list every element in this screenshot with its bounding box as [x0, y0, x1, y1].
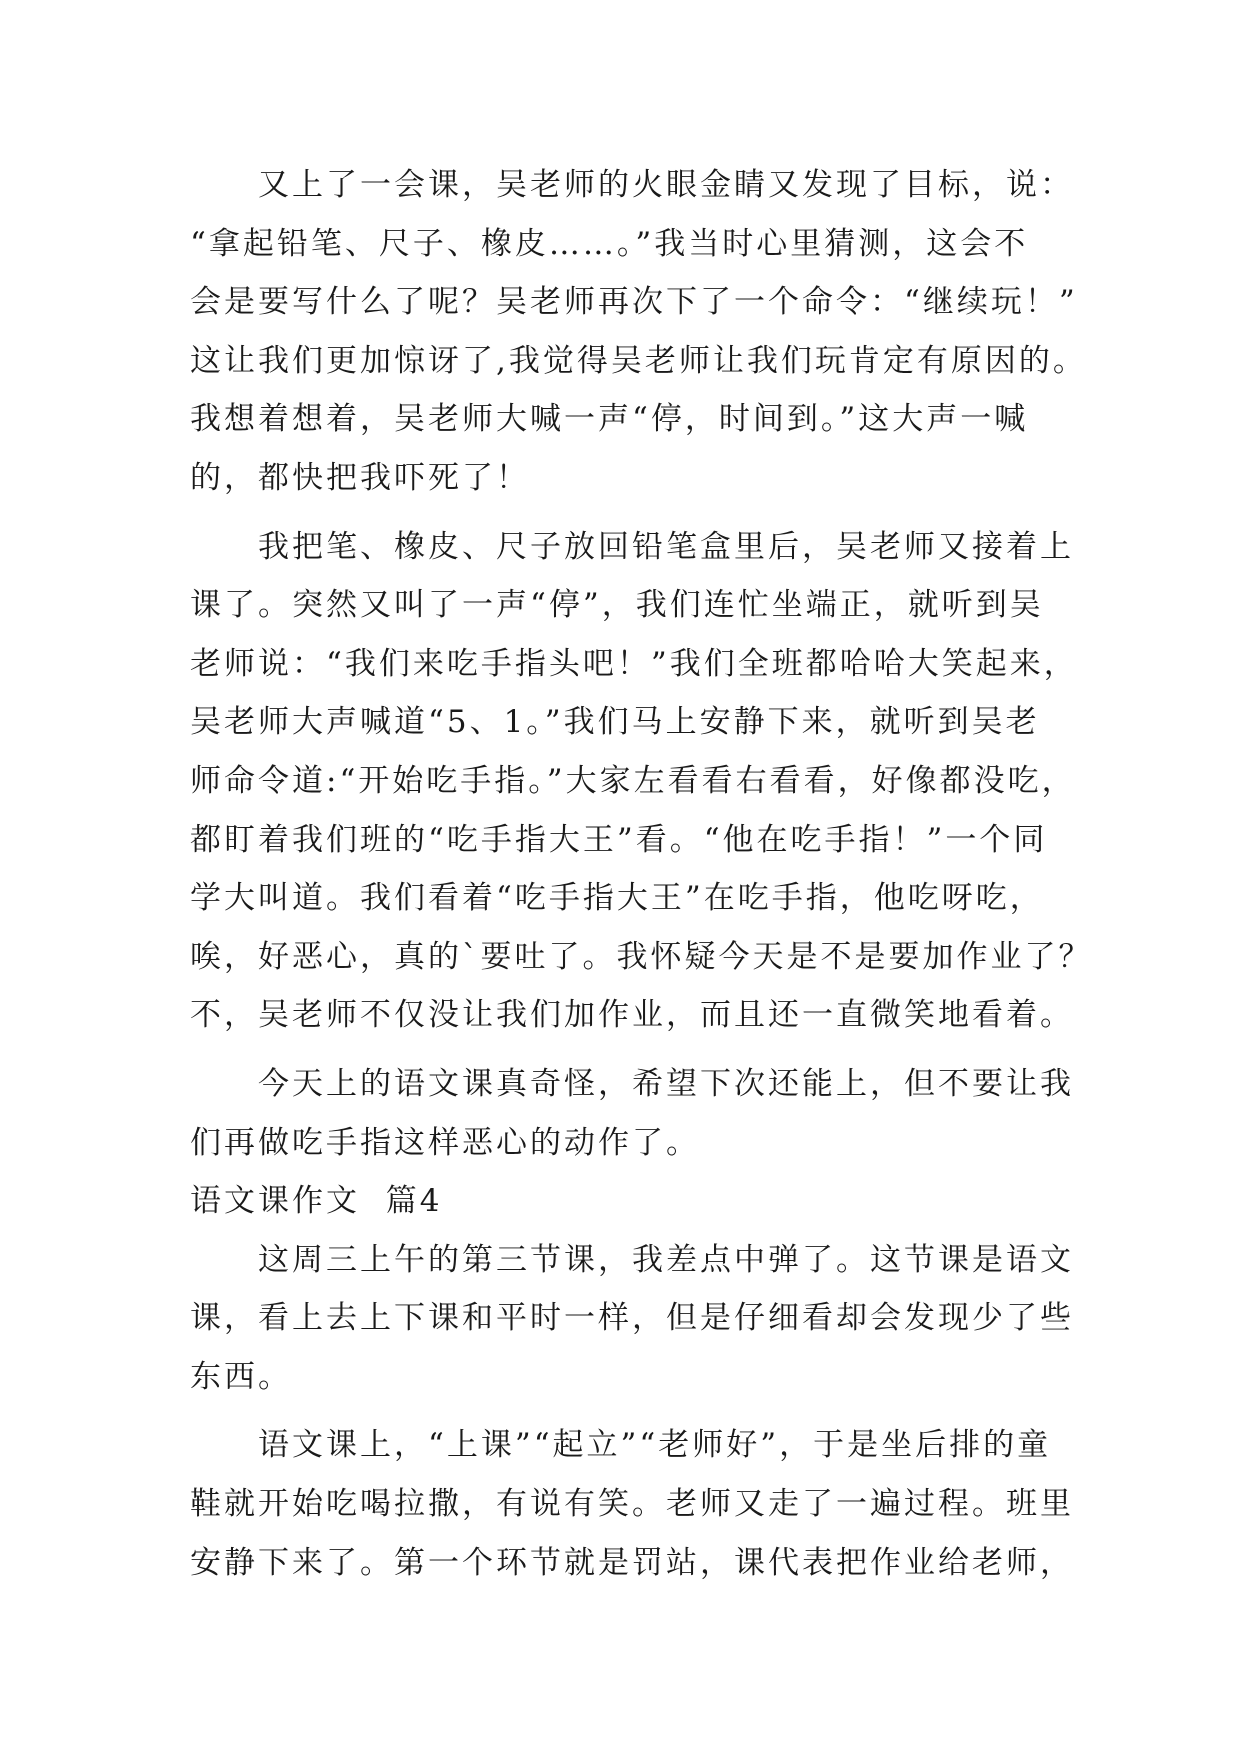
- paragraph-spacer: [190, 1406, 1090, 1416]
- paragraph-line: 我把笔、橡皮、尺子放回铅笔盒里后，吴老师又接着上: [190, 528, 1074, 565]
- paragraph-line: 今天上的语文课真奇怪，希望下次还能上，但不要让我: [190, 1065, 1074, 1102]
- paragraph-line: 又上了一会课，吴老师的火眼金睛又发现了目标，说：: [190, 167, 1074, 203]
- paragraph-line: “拿起铅笔、尺子、橡皮……。”我当时心里猜测，这会不: [190, 225, 1029, 262]
- paragraph-line: 语文课上，“上课”“起立”“老师好”，于是坐后排的童: [190, 1427, 1052, 1464]
- paragraph-line: 会是要写什么了呢？吴老师再次下了一个命令：“继续玩！”: [190, 284, 1078, 321]
- paragraph-line: 东西。: [190, 1358, 292, 1395]
- paragraph-line: 的，都快把我吓死了！: [190, 459, 530, 496]
- paragraph-line: 唉，好恶心，真的`要吐了。我怀疑今天是不是要加作业了？: [190, 938, 1093, 975]
- paragraph-line: 老师说：“我们来吃手指头吧！”我们全班都哈哈大笑起来，: [190, 645, 1078, 682]
- paragraph-line: 我想着想着，吴老师大喊一声“停，时间到。”这大声一喊: [190, 401, 1029, 438]
- paragraph-spacer: [190, 508, 1090, 518]
- section-heading: 语文课作文 篇4: [190, 1183, 443, 1220]
- paragraph-line: 们再做吃手指这样恶心的动作了。: [190, 1124, 700, 1161]
- paragraph-line: 这让我们更加惊讶了,我觉得吴老师让我们玩肯定有原因的。: [190, 342, 1087, 379]
- paragraph-line: 这周三上午的第三节课，我差点中弹了。这节课是语文: [190, 1241, 1074, 1278]
- paragraph-spacer: [190, 1045, 1090, 1055]
- document-body: [190, 156, 1093, 1592]
- paragraph-line: 不，吴老师不仅没让我们加作业，而且还一直微笑地看着。: [190, 997, 1074, 1034]
- paragraph-line: 课了。突然又叫了一声“停”，我们连忙坐端正，就听到吴: [190, 587, 1044, 624]
- paragraph-line: 安静下来了。第一个环节就是罚站，课代表把作业给老师，: [190, 1544, 1074, 1581]
- paragraph-line: 鞋就开始吃喝拉撒，有说有笑。老师又走了一遍过程。班里: [190, 1486, 1074, 1523]
- paragraph-line: 都盯着我们班的“吃手指大王”看。“他在吃手指！”一个同: [190, 821, 1048, 858]
- paragraph-line: 师命令道:“开始吃手指。”大家左看看右看看，好像都没吃，: [190, 762, 1076, 799]
- paragraph-line: 吴老师大声喊道“5、1。”我们马上安静下来，就听到吴老: [190, 704, 1040, 741]
- paragraph-line: 学大叫道。我们看着“吃手指大王”在吃手指，他吃呀吃，: [190, 880, 1044, 917]
- paragraph-line: 课，看上去上下课和平时一样，但是仔细看却会发现少了些: [190, 1300, 1074, 1337]
